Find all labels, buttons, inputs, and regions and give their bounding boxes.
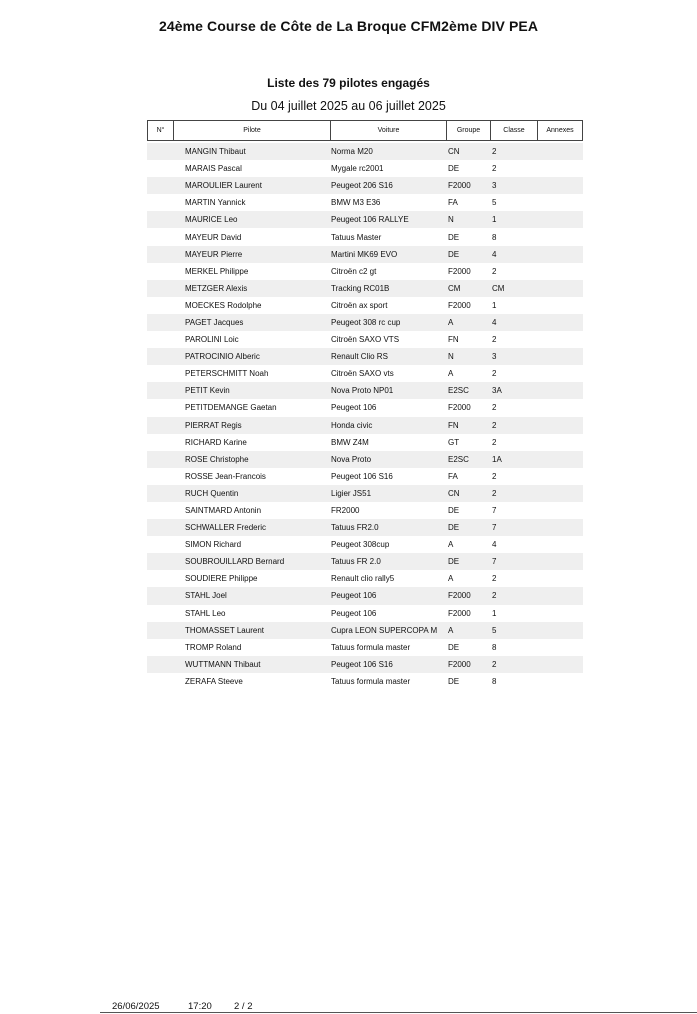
cell-class: 3: [492, 181, 497, 191]
cell-group: F2000: [448, 591, 471, 601]
cell-group: FN: [448, 335, 459, 345]
table-row: [147, 365, 583, 382]
table-row: [147, 177, 583, 194]
cell-pilot: STAHL Joel: [185, 591, 227, 601]
cell-car: BMW Z4M: [331, 437, 369, 447]
table-row: [147, 434, 583, 451]
cell-car: Peugeot 206 S16: [331, 181, 393, 191]
table-row: [147, 519, 583, 536]
cell-class: 5: [492, 625, 497, 635]
cell-group: F2000: [448, 266, 471, 276]
cell-car: Citroën ax sport: [331, 300, 388, 310]
cell-group: FA: [448, 198, 458, 208]
cell-group: A: [448, 317, 454, 327]
cell-car: Peugeot 106: [331, 608, 377, 618]
cell-pilot: PAROLINI Loic: [185, 335, 239, 345]
cell-pilot: THOMASSET Laurent: [185, 625, 264, 635]
cell-class: 2: [492, 164, 497, 174]
cell-pilot: PETERSCHMITT Noah: [185, 369, 269, 379]
cell-group: A: [448, 540, 454, 550]
table-row: [147, 280, 583, 297]
column-header-car: Voiture: [331, 121, 447, 140]
table-row: [147, 143, 583, 160]
cell-car: Renault Clio RS: [331, 352, 388, 362]
table-row: [147, 228, 583, 245]
cell-class: 8: [492, 642, 497, 652]
cell-class: CM: [492, 283, 505, 293]
cell-class: 2: [492, 471, 497, 481]
table-row: [147, 673, 583, 690]
table-row: [147, 502, 583, 519]
cell-car: Peugeot 106: [331, 403, 377, 413]
cell-car: Norma M20: [331, 147, 373, 157]
footer-divider: [100, 1012, 697, 1013]
event-date-range: Du 04 juillet 2025 au 06 juillet 2025: [251, 99, 446, 113]
table-row: [147, 485, 583, 502]
column-header-number: N°: [148, 121, 174, 140]
cell-class: 1: [492, 300, 497, 310]
table-row: [147, 211, 583, 228]
cell-car: Renault clio rally5: [331, 574, 395, 584]
cell-pilot: RICHARD Karine: [185, 437, 247, 447]
cell-car: Nova Proto NP01: [331, 386, 394, 396]
cell-class: 3A: [492, 386, 502, 396]
table-body: [147, 143, 583, 690]
cell-class: 1A: [492, 454, 502, 464]
cell-pilot: MOECKES Rodolphe: [185, 300, 262, 310]
cell-car: Tatuus FR 2.0: [331, 557, 381, 567]
cell-pilot: ROSSE Jean-Francois: [185, 471, 266, 481]
cell-class: 2: [492, 591, 497, 601]
document-title: 24ème Course de Côte de La Broque CFM2ème DIV PEA: [158, 18, 539, 34]
cell-group: DE: [448, 642, 460, 652]
cell-group: F2000: [448, 659, 471, 669]
table-row: [147, 331, 583, 348]
cell-class: 7: [492, 557, 497, 567]
cell-class: 2: [492, 420, 497, 430]
cell-pilot: MAYEUR Pierre: [185, 249, 243, 259]
cell-group: DE: [448, 523, 460, 533]
table-row: [147, 451, 583, 468]
cell-pilot: SAINTMARD Antonin: [185, 506, 262, 516]
cell-pilot: RUCH Quentin: [185, 488, 239, 498]
cell-car: Citroën SAXO vts: [331, 369, 394, 379]
cell-class: 2: [492, 266, 497, 276]
cell-car: Citroën SAXO VTS: [331, 335, 400, 345]
cell-car: Citroën c2 gt: [331, 266, 377, 276]
cell-group: DE: [448, 557, 460, 567]
cell-car: Tatuus formula master: [331, 676, 411, 686]
cell-class: 4: [492, 317, 497, 327]
cell-group: DE: [448, 164, 460, 174]
table-row: [147, 314, 583, 331]
cell-pilot: PAGET Jacques: [185, 317, 244, 327]
cell-pilot: STAHL Leo: [185, 608, 226, 618]
cell-pilot: TROMP Roland: [185, 642, 242, 652]
cell-car: Ligier JS51: [331, 488, 372, 498]
table-row: [147, 622, 583, 639]
cell-group: A: [448, 625, 454, 635]
table-row: [147, 417, 583, 434]
cell-group: DE: [448, 249, 460, 259]
table-row: [147, 160, 583, 177]
cell-pilot: SOUBROUILLARD Bernard: [185, 557, 285, 567]
cell-pilot: PATROCINIO Alberic: [185, 352, 260, 362]
print-time: 17:20: [188, 1001, 212, 1012]
table-row: [147, 297, 583, 314]
cell-class: 2: [492, 335, 497, 345]
cell-class: 4: [492, 249, 497, 259]
table-row: [147, 246, 583, 263]
cell-pilot: SOUDIERE Philippe: [185, 574, 258, 584]
cell-class: 7: [492, 506, 497, 516]
cell-group: CM: [448, 283, 461, 293]
cell-class: 2: [492, 574, 497, 584]
cell-group: CN: [448, 488, 460, 498]
cell-pilot: PETITDEMANGE Gaetan: [185, 403, 277, 413]
cell-pilot: MANGIN Thibaut: [185, 147, 246, 157]
cell-car: Peugeot 106: [331, 591, 377, 601]
table-row: [147, 605, 583, 622]
cell-car: Peugeot 106 S16: [331, 659, 393, 669]
cell-car: Peugeot 106 RALLYE: [331, 215, 409, 225]
cell-class: 5: [492, 198, 497, 208]
entries-subtitle: Liste des 79 pilotes engagés: [267, 76, 430, 90]
table-row: [147, 587, 583, 604]
cell-class: 1: [492, 608, 497, 618]
cell-car: Tracking RC01B: [331, 283, 390, 293]
column-header-annexes: Annexes: [546, 127, 574, 134]
table-row: [147, 399, 583, 416]
cell-group: E2SC: [448, 454, 469, 464]
column-header-pilot: Pilote: [174, 121, 331, 140]
page-number: 2 / 2: [234, 1001, 253, 1012]
cell-group: CN: [448, 147, 460, 157]
cell-class: 2: [492, 147, 497, 157]
cell-class: 7: [492, 523, 497, 533]
table-row: [147, 382, 583, 399]
table-row: [147, 263, 583, 280]
cell-group: DE: [448, 676, 460, 686]
cell-pilot: ROSE Christophe: [185, 454, 249, 464]
cell-car: Peugeot 308 rc cup: [331, 317, 401, 327]
cell-class: 2: [492, 403, 497, 413]
cell-car: Nova Proto: [331, 454, 372, 464]
cell-group: F2000: [448, 181, 471, 191]
cell-class: 3: [492, 352, 497, 362]
cell-class: 8: [492, 676, 497, 686]
cell-group: N: [448, 352, 454, 362]
table-header: [147, 120, 583, 141]
column-header-class: Classe: [491, 121, 538, 140]
cell-pilot: MARTIN Yannick: [185, 198, 246, 208]
cell-class: 8: [492, 232, 497, 242]
cell-pilot: ZERAFA Steeve: [185, 676, 243, 686]
cell-car: Cupra LEON SUPERCOPA M: [331, 625, 438, 635]
cell-car: Mygale rc2001: [331, 164, 384, 174]
cell-pilot: WUTTMANN Thibaut: [185, 659, 261, 669]
page-footer: [0, 1001, 697, 1014]
cell-group: F2000: [448, 608, 471, 618]
cell-group: DE: [448, 232, 460, 242]
cell-class: 2: [492, 437, 497, 447]
print-date: 26/06/2025: [112, 1001, 160, 1012]
cell-pilot: MAROULIER Laurent: [185, 181, 262, 191]
table-row: [147, 194, 583, 211]
cell-class: 2: [492, 369, 497, 379]
cell-group: F2000: [448, 300, 471, 310]
cell-pilot: MARAIS Pascal: [185, 164, 242, 174]
cell-group: A: [448, 574, 454, 584]
cell-class: 2: [492, 659, 497, 669]
cell-class: 2: [492, 488, 497, 498]
cell-class: 4: [492, 540, 497, 550]
cell-pilot: MERKEL Philippe: [185, 266, 249, 276]
table-row: [147, 536, 583, 553]
cell-group: F2000: [448, 403, 471, 413]
cell-car: Peugeot 308cup: [331, 540, 390, 550]
cell-group: E2SC: [448, 386, 469, 396]
cell-group: FN: [448, 420, 459, 430]
cell-car: Tatuus FR2.0: [331, 523, 379, 533]
table-row: [147, 570, 583, 587]
cell-car: FR2000: [331, 506, 360, 516]
cell-class: 1: [492, 215, 497, 225]
cell-pilot: MAURICE Leo: [185, 215, 238, 225]
cell-pilot: PETIT Kevin: [185, 386, 230, 396]
cell-car: Tatuus formula master: [331, 642, 411, 652]
cell-pilot: PIERRAT Regis: [185, 420, 242, 430]
column-header-group: Groupe: [447, 121, 491, 140]
cell-pilot: SIMON Richard: [185, 540, 242, 550]
table-row: [147, 468, 583, 485]
cell-pilot: MAYEUR David: [185, 232, 242, 242]
entries-table: [147, 120, 583, 690]
cell-group: DE: [448, 506, 460, 516]
cell-group: N: [448, 215, 454, 225]
cell-pilot: METZGER Alexis: [185, 283, 248, 293]
cell-car: Martini MK69 EVO: [331, 249, 398, 259]
table-row: [147, 656, 583, 673]
cell-group: A: [448, 369, 454, 379]
cell-car: Peugeot 106 S16: [331, 471, 393, 481]
cell-car: Tatuus Master: [331, 232, 382, 242]
cell-car: Honda civic: [331, 420, 373, 430]
cell-car: BMW M3 E36: [331, 198, 381, 208]
cell-pilot: SCHWALLER Frederic: [185, 523, 267, 533]
table-row: [147, 348, 583, 365]
table-row: [147, 553, 583, 570]
cell-group: FA: [448, 471, 458, 481]
cell-group: GT: [448, 437, 460, 447]
table-row: [147, 639, 583, 656]
